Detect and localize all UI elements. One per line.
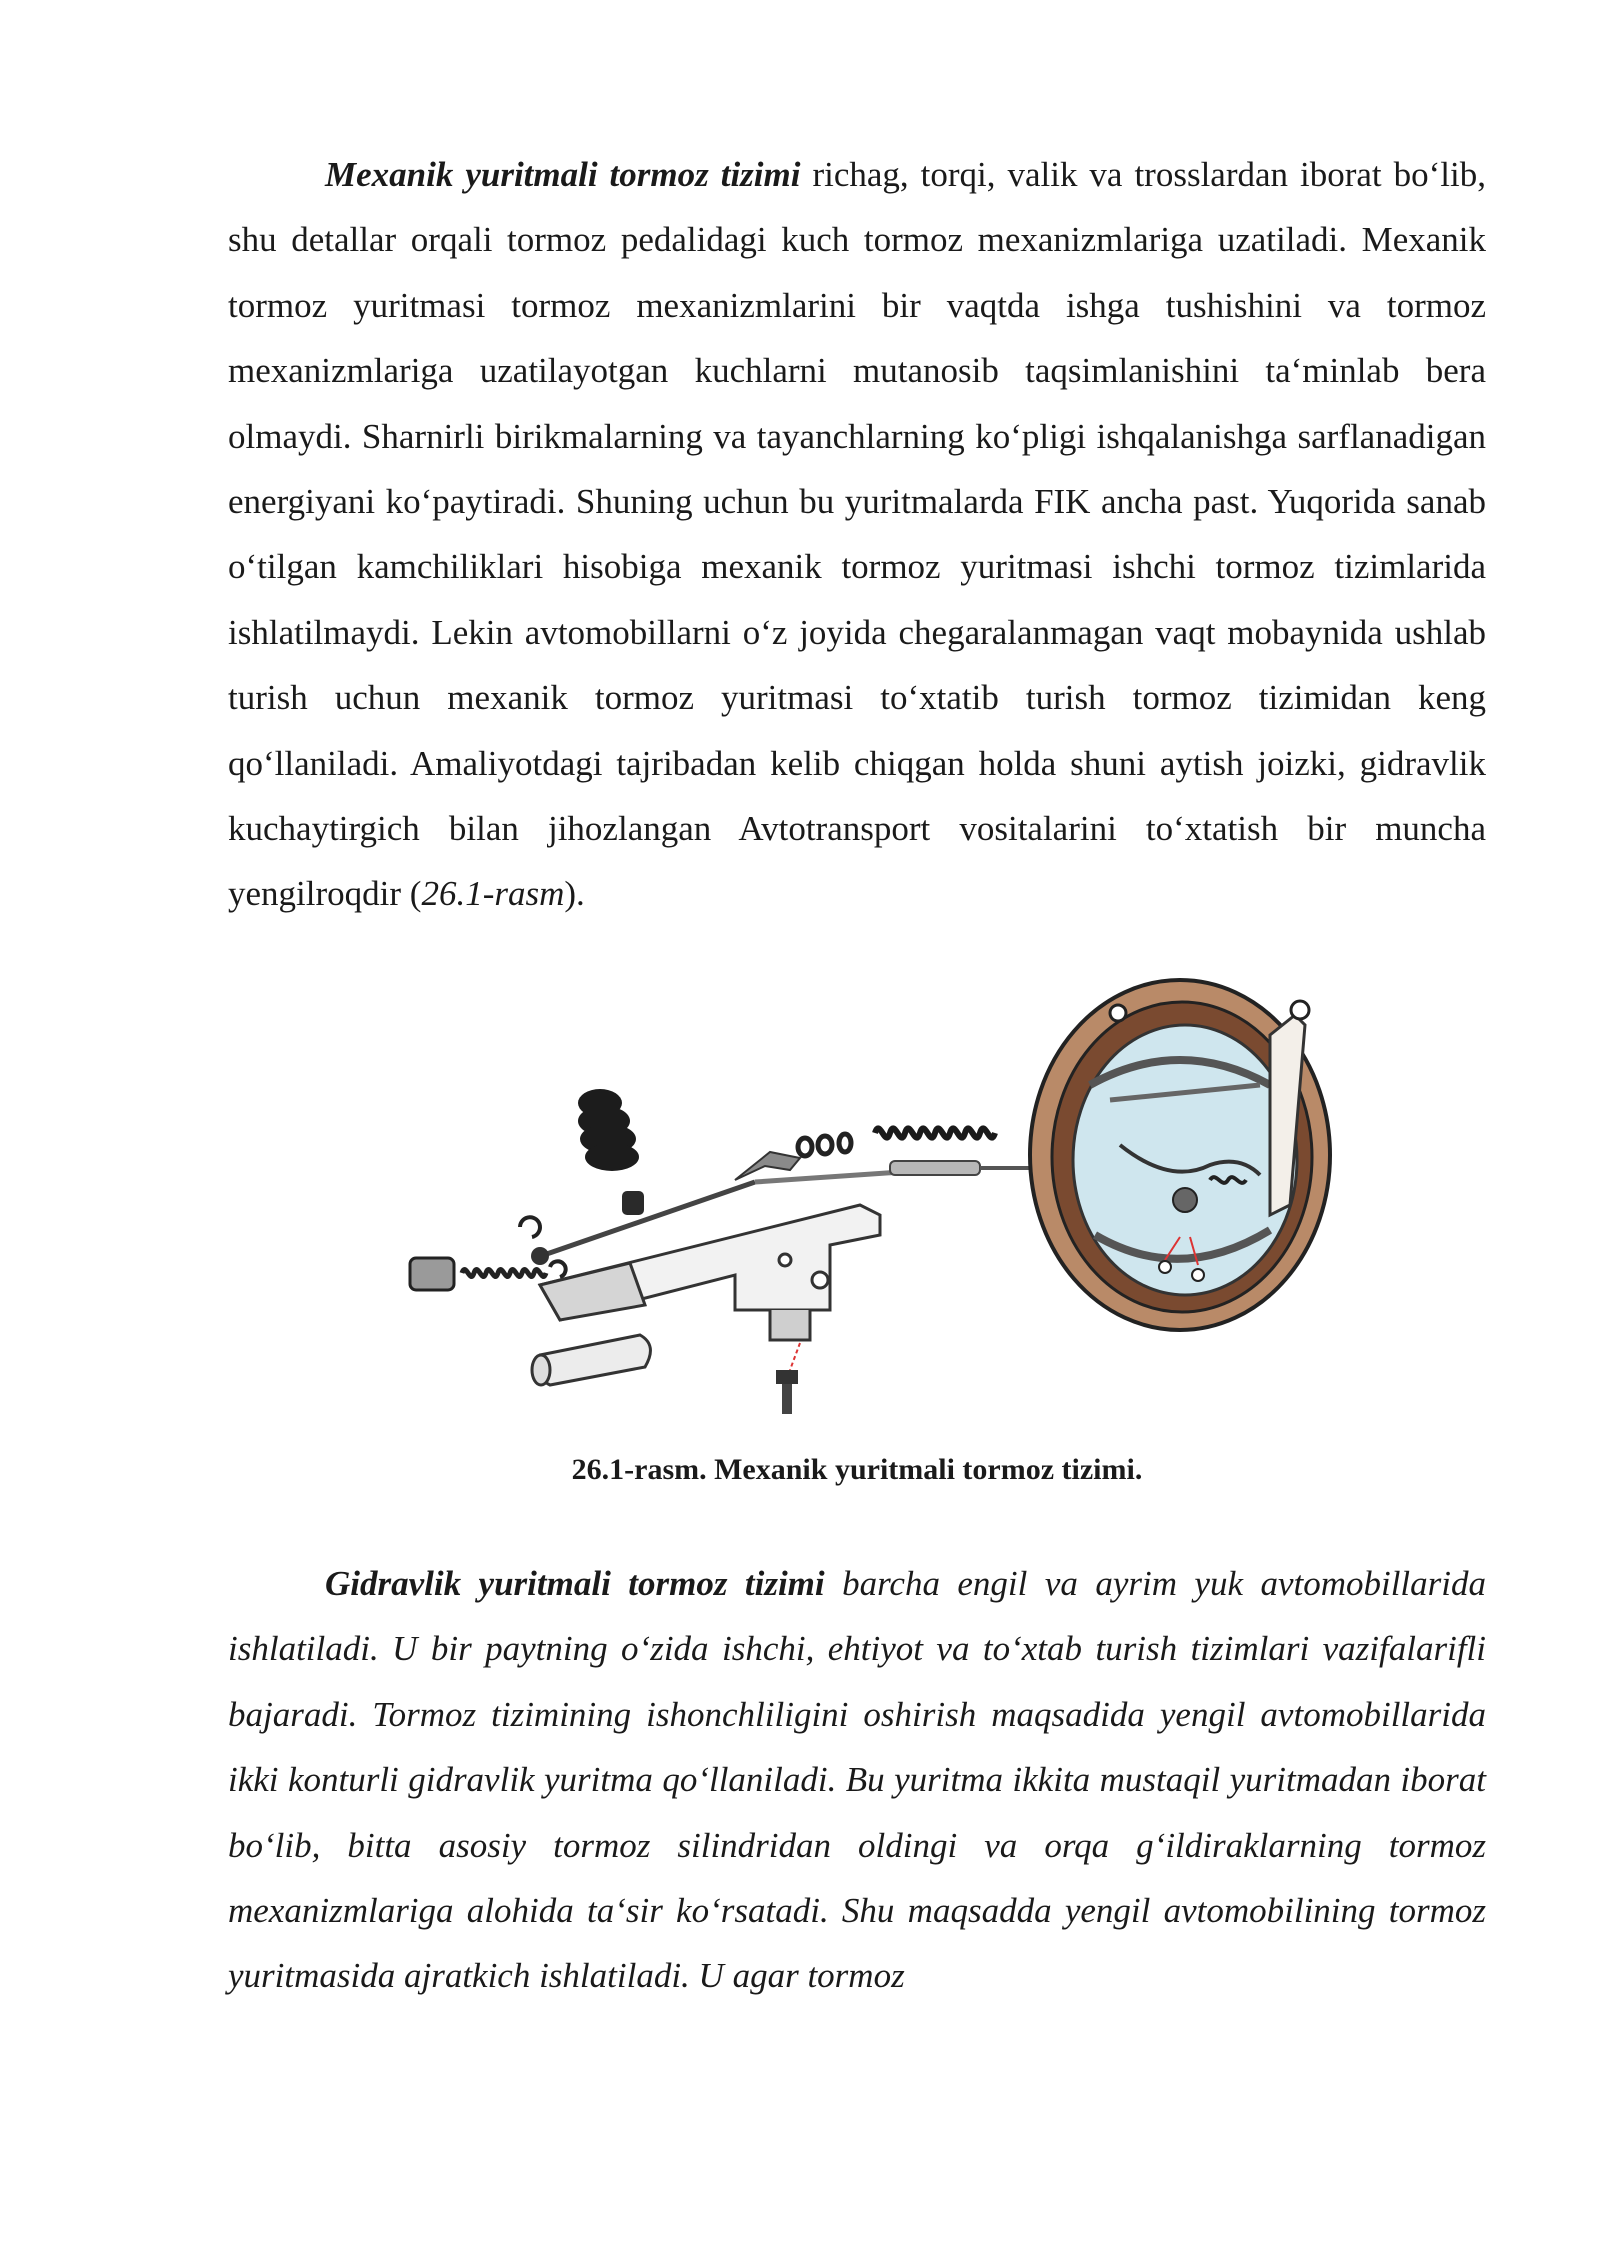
paragraph-text: barcha engil va ayrim yuk avtomobillarida ishlatiladi. U bir paytning o‘zida ishchi, ehtiyot va to‘xtab turish tizimlari vazifalarifli bajaradi. Tormoz tizimining ishonchliligini oshirish maqsadida yengil avtomobillarida ikki konturli gidravlik yuritma qo‘llaniladi. Bu yuritma ikkita mustaqil yuritmadan iborat bo‘lib, bitta asosiy tormoz silindridan oldingi va orqa g‘ildiraklarning tormoz mexanizmlariga alohida ta‘sir ko‘rsatadi. Shu maqsadda yengil avtomobilining tormoz yuritmasida ajratkich ishlatiladi. U agar tormoz: [228, 1564, 1486, 1996]
return-spring-part: [875, 1128, 995, 1137]
rubber-boot-part: [578, 1089, 639, 1171]
term-mechanical-brake: Mexanik yuritmali tormoz tizimi: [325, 155, 801, 194]
term-hydraulic-brake: Gidravlik yuritmali tormoz tizimi: [325, 1564, 825, 1603]
figure-reference: 26.1-rasm: [421, 874, 565, 914]
bushing-part: [622, 1191, 644, 1215]
paragraph-text-end: ).: [564, 874, 585, 914]
grip-sleeve-part: [532, 1335, 650, 1385]
washers-part: [798, 1134, 851, 1156]
figure-caption: 26.1-rasm. Mexanik yuritmali tormoz tizimi.: [571, 1453, 1143, 1486]
paragraph-mechanical-brake: [228, 142, 1486, 927]
lock-ring-part: [520, 1217, 540, 1237]
paragraph-text: richag, torqi, valik va trosslardan iborat bo‘lib, shu detallar orqali tormoz pedalidagi kuch tormoz mexanizmlariga uzatiladi. Mexanik tormoz yuritmasi tormoz mexanizmlarini bir vaqtda ishga tushishini va tormoz mexanizmlariga uzatilayotgan kuchlarni mutanosib taqsimlanishini ta‘minlab bera olmaydi. Sharnirli birikmalarning va tayanchlarning ko‘pligi ishqalanishga sarflanadigan energiyani ko‘paytiradi. Shuning uchun bu yuritmalarda FIK ancha past. Yuqorida sanab o‘tilgan kamchiliklari hisobiga mexanik tormoz yuritmasi ishchi tormoz tizimlarida ishlatilmaydi. Lekin avtomobillarni o‘z joyida chegaralanmagan vaqt mobaynida ushlab turish uchun mexanik tormoz yuritmasi to‘xtatib turish tormoz tizimidan keng qo‘llaniladi. Amaliyotdagi tajribadan kelib chiqgan holda shuni aytish joizki, gidravlik kuchaytirgich bilan jihozlangan Avtotransport vositalarini to‘xtatish bir muncha yengilroqdir (: [228, 155, 1486, 914]
drum-brake-assembly-part: [1030, 980, 1330, 1330]
bolt-part: [776, 1343, 800, 1414]
hand-brake-lever-part: [540, 1205, 880, 1340]
figure-parking-brake-illustration: [390, 975, 1350, 1445]
brake-cable-part: [755, 1161, 1030, 1182]
paragraph-hydraulic-brake: [228, 1551, 1486, 2009]
